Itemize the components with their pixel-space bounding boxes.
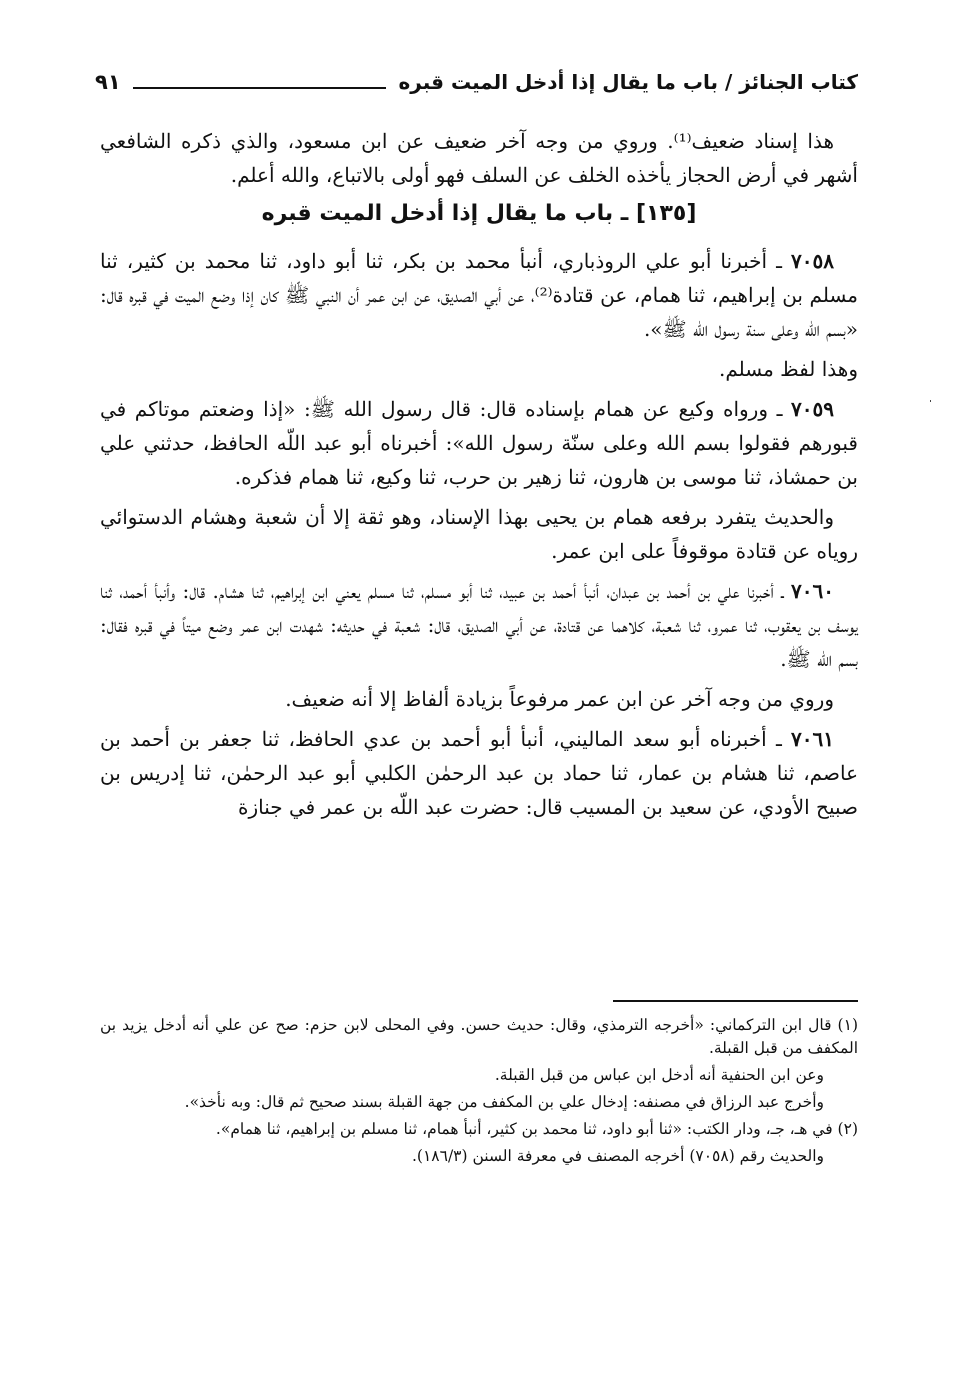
hadith-text: ـ أخبرنا أبو علي الروذباري، أنبأ محمد بن بكر، ثنا أبو داود، ثنا محمد بن كثير، ثنا مسلم بن إبراهيم، ثنا همام، عن قتادة⁽²⁾، عن أبي الصديق، عن ابن عمر أن النبي ﷺ كان إذا وضع الميت في قبره قال: «بسم الله وعلى سنة رسول الله ﷺ». [100,249,858,341]
hadith-number: ٧٠٦٠ [791,579,834,603]
hadith-number: ٧٠٥٨ [791,249,834,273]
chapter-title: [١٣٥] ـ باب ما يقال إذا أدخل الميت قبره [261,201,697,226]
hadith-7061 [100,722,858,824]
paragraph-commentary: والحديث يتفرد برفعه همام بن يحيى بهذا الإسناد، وهو ثقة إلا أن شعبة وهشام الدستوائي روياه عن قتادة موقوفاً على ابن عمر. [100,505,858,563]
footnotes [100,1014,858,1172]
hadith-text: ـ ورواه وكيع عن همام بإسناده قال: قال رسول الله ﷺ: «إذا وضعتم موتاكم في قبورهم فقولوا بسم الله وعلى سنّة رسول الله»: أخبرناه أبو عبد اللّه الحافظ، حدثني علي بن حمشاذ، ثنا موسى بن هارون، ثنا زهير بن حرب، ثنا وكيع، ثنا همام فذكره. [100,397,858,489]
hadith-7059 [100,392,858,494]
running-title: كتاب الجنائز / باب ما يقال إذا أدخل الميت قبره [398,70,858,94]
footnote-2: (٢) في هـ، جـ، ودار الكتب: «ثنا أبو داود، ثنا محمد بن كثير، أنبأ همام، ثنا مسلم بن إبراهيم، ثنا همام». [215,1120,858,1138]
hadith-text: ـ أخبرناه أبو سعد الماليني، أنبأ أبو أحمد بن عدي الحافظ، ثنا جعفر بن أحمد بن عاصم، ثنا هشام بن عمار، ثنا حماد بن عبد الرحمٰن الكلبي أبو عبد الرحمٰن، ثنا إدريس بن صبيح الأودي، عن سعيد بن المسيب قال: حضرت عبد اللّه بن عمر في جنازة [100,727,858,819]
hadith-7060 [100,574,858,676]
paragraph-isnad-weak: هذا إسناد ضعيف⁽¹⁾. وروي من وجه آخر ضعيف عن ابن مسعود، والذي ذكره الشافعي أشهر في أرض الحجاز يأخذه الخلف عن السلف فهو أولى بالاتباع، والله أعلم. [100,129,858,187]
hadith-text: ـ أخبرنا علي بن أحمد بن عبدان، أنبأ أحمد بن عبيد، ثنا أبو مسلم، ثنا مسلم يعني ابن إبراهيم، ثنا هشام. قال: وأنبأ أحمد، ثنا يوسف بن يعقوب، ثنا عمرو، ثنا شعبة، كلاهما عن قتادة، عن أبي الصديق، قال: شعبة في حديثه: شهدت ابن عمر وضع ميتاً في قبره فقال: بسم الله ﷺ. [100,579,858,671]
paragraph-marfu: وروي من وجه آخر عن ابن عمر مرفوعاً بزيادة ألفاظ إلا أنه ضعيف. [285,687,834,711]
footnote-1-continued: وأخرج عبد الرزاق في مصنفه: إدخال علي بن المكفف من جهة القبلة بسند صحيح ثم قال: وبه نأخذ». [184,1093,824,1111]
footnote-1: (١) قال ابن التركماني: «أخرجه الترمذي، وقال: حديث حسن. وفي المحلى لابن حزم: صح عن علي أنه أدخل يزيد بن المكفف من قبل القبلة. [100,1016,858,1057]
hadith-number: ٧٠٥٩ [791,397,834,421]
running-header [95,64,858,100]
hadith-7058-note: وهذا لفظ مسلم. [718,357,858,381]
page-number: ٩١ [95,70,121,94]
main-text [100,124,858,830]
footnote-1-continued: وعن ابن الحنفية أنه أدخل ابن عباس من قبل القبلة. [494,1066,824,1084]
header-rule [133,87,387,89]
footnote-2-continued: والحديث رقم (٧٠٥٨) أخرجه المصنف في معرفة السنن (١٨٦/٣). [412,1147,824,1165]
footnote-separator [613,1000,858,1002]
margin-mark [930,400,931,402]
hadith-7058 [100,244,858,346]
hadith-number: ٧٠٦١ [791,727,834,751]
